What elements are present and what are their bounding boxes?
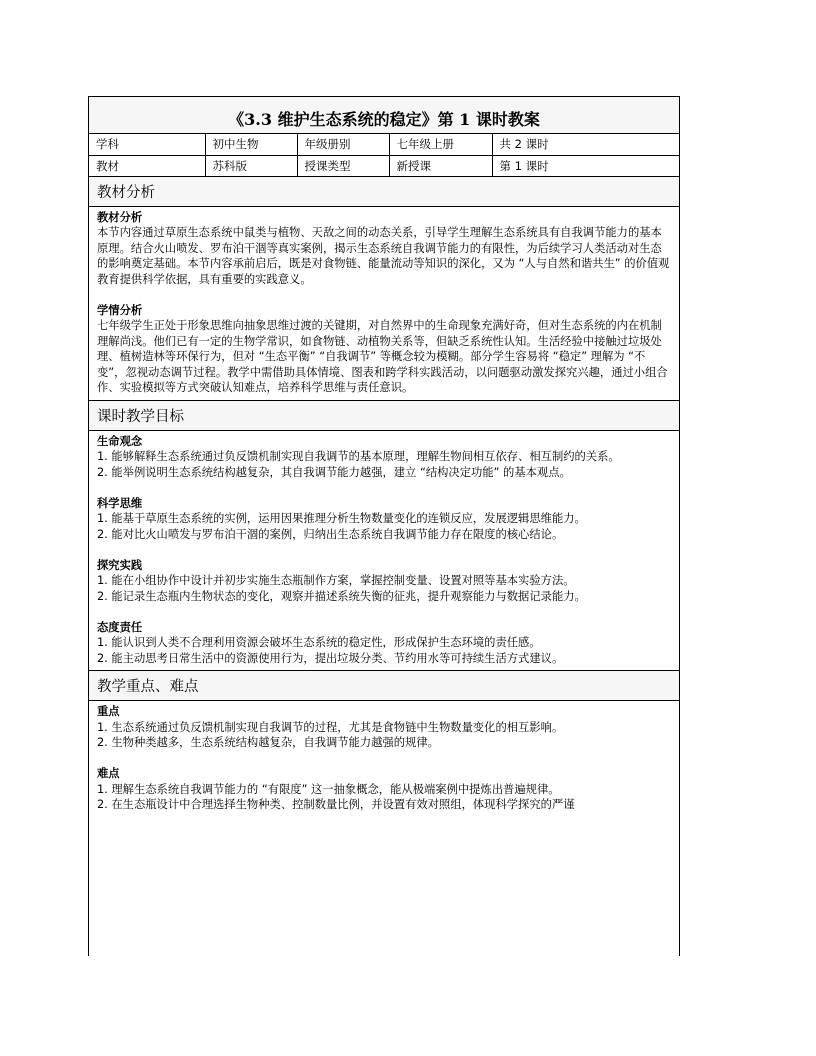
info-cell: 学科 bbox=[89, 134, 205, 155]
info-row bbox=[89, 155, 679, 176]
subheading-inquiry-practice: 探究实践 bbox=[97, 558, 143, 572]
section-body-analysis bbox=[89, 207, 679, 401]
objective-item: 1. 能基于草原生态系统的实例，运用因果推理分析生物数量变化的连锁反应，发展逻辑思维能力。 bbox=[97, 512, 586, 525]
paragraph-textbook: 本节内容通过草原生态系统中鼠类与植物、天敌之间的动态关系，引导学生理解生态系统具有自我调节能力的基本原理。结合火山喷发、罗布泊干涸等真实案例，揭示生态系统自我调节能力的有限性，为后续学习人类活动对生态的影响奠定基础。本节内容承前启后，既是对食物链、能量流动等知识的深化，又为 “人与自然和谐共生” 的价值观教育提供科学依据，具有重要的实践意义。 bbox=[97, 226, 670, 286]
objective-item: 2. 能主动思考日常生活中的资源使用行为，提出垃圾分类、节约用水等可持续生活方式建议。 bbox=[97, 651, 564, 665]
section-heading-key-points: 教学重点、难点 bbox=[89, 671, 679, 701]
section-heading-objectives: 课时教学目标 bbox=[89, 401, 679, 431]
info-cell: 授课类型 bbox=[297, 155, 389, 176]
subheading-life-concepts: 生命观念 bbox=[97, 434, 143, 448]
info-cell: 苏科版 bbox=[205, 155, 297, 176]
subheading-students: 学情分析 bbox=[97, 303, 143, 317]
lesson-plan-document bbox=[88, 96, 680, 956]
subheading-textbook: 教材分析 bbox=[97, 210, 143, 224]
subheading-scientific-thinking: 科学思维 bbox=[97, 496, 143, 510]
key-point-item: 2. 生物种类越多，生态系统结构越复杂，自我调节能力越强的规律。 bbox=[97, 736, 439, 749]
difficulty-item: 2. 在生态瓶设计中合理选择生物种类、控制数量比例，并设置有效对照组，体现科学探究的严谨 bbox=[97, 798, 575, 811]
title-row bbox=[89, 97, 679, 134]
section-body-key-points bbox=[89, 701, 679, 817]
objective-item: 2. 能对比火山喷发与罗布泊干涸的案例，归纳出生态系统自我调节能力存在限度的核心结论。 bbox=[97, 527, 564, 541]
objective-item: 1. 能认识到人类不合理利用资源会破坏生态系统的稳定性，形成保护生态环境的责任感。 bbox=[97, 636, 541, 649]
difficulty-item: 1. 理解生态系统自我调节能力的 “有限度” 这一抽象概念，能从极端案例中提炼出普遍规律。 bbox=[97, 782, 560, 796]
info-table bbox=[89, 134, 679, 177]
objective-item: 2. 能举例说明生态系统结构越复杂，其自我调节能力越强，建立 “结构决定功能” 的基本观点。 bbox=[97, 465, 571, 479]
info-cell: 年级册别 bbox=[297, 134, 389, 155]
info-cell: 第 1 课时 bbox=[492, 155, 679, 176]
paragraph-students: 七年级学生正处于形象思维向抽象思维过渡的关键期，对自然界中的生命现象充满好奇，但对生态系统的内在机制理解尚浅。他们已有一定的生物学常识，如食物链、动植物关系等，但缺乏系统性认知。生活经验中接触过垃圾处理、植树造林等环保行为，但对 “生态平衡” “自我调节” 等概念较为模糊。部分学生容易将 “稳定” 理解为 “不变”，忽视动态调节过程。教学中需借助具体情境、图表和跨学科实践活动，以问题驱动激发探究兴趣，通过小组合作、实验模拟等方式突破认知难点，培养科学思维与责任意识。 bbox=[97, 319, 668, 394]
objective-item: 1. 能在小组协作中设计并初步实施生态瓶制作方案，掌握控制变量、设置对照等基本实验方法。 bbox=[97, 574, 575, 587]
info-cell: 教材 bbox=[89, 155, 205, 176]
section-body-objectives bbox=[89, 431, 679, 672]
info-cell: 初中生物 bbox=[205, 134, 297, 155]
key-point-item: 1. 生态系统通过负反馈机制实现自我调节的过程，尤其是食物链中生物数量变化的相互影响。 bbox=[97, 720, 564, 734]
info-cell: 七年级上册 bbox=[389, 134, 492, 155]
info-cell: 共 2 课时 bbox=[492, 134, 679, 155]
subheading-key-points: 重点 bbox=[97, 705, 120, 718]
document-title: 《3.3 维护生态系统的稳定》第 1 课时教案 bbox=[228, 110, 540, 129]
objective-item: 1. 能够解释生态系统通过负反馈机制实现自我调节的基本原理，理解生物间相互依存、相互制约的关系。 bbox=[97, 450, 620, 463]
objective-item: 2. 能记录生态瓶内生物状态的变化，观察并描述系统失衡的征兆，提升观察能力与数据记录能力。 bbox=[97, 589, 586, 603]
info-cell: 新授课 bbox=[389, 155, 492, 176]
subheading-attitude-responsibility: 态度责任 bbox=[97, 620, 143, 634]
info-row bbox=[89, 134, 679, 155]
subheading-difficulties: 难点 bbox=[97, 767, 120, 780]
section-heading-analysis: 教材分析 bbox=[89, 177, 679, 207]
